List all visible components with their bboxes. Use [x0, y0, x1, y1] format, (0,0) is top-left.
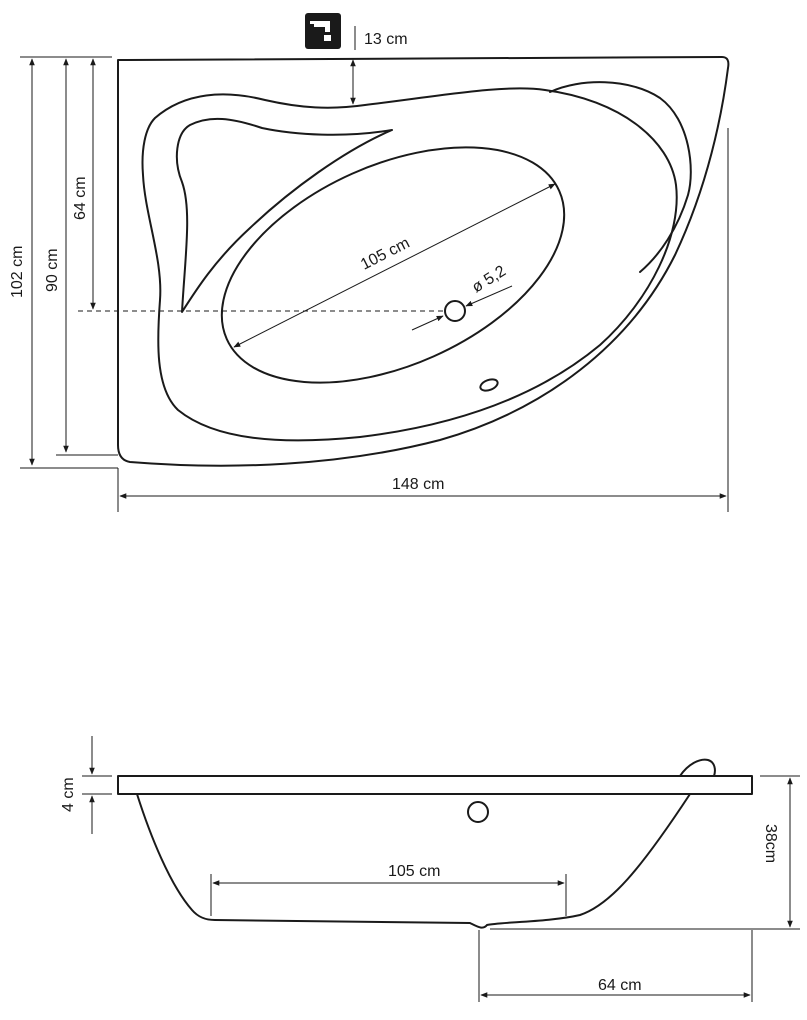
headrest	[550, 82, 691, 272]
height-inner-label: 90 cm	[44, 248, 61, 292]
side-view	[60, 736, 800, 1002]
tub-inner-rim	[143, 88, 677, 440]
depth-label: 38cm	[762, 824, 779, 864]
overflow	[479, 377, 499, 393]
side-basin-length-label: 105 cm	[388, 863, 441, 880]
drain-diameter-label: ø 5,2	[469, 262, 510, 297]
basin-oval	[186, 100, 600, 431]
faucet-icon	[305, 13, 341, 49]
rim-thickness-label: 4 cm	[60, 777, 77, 812]
faucet-depth-label: 13 cm	[364, 31, 408, 48]
top-view	[9, 13, 728, 512]
side-tub-body	[137, 794, 690, 928]
side-headrest	[680, 760, 715, 776]
width-total-label: 148 cm	[392, 476, 445, 493]
side-overflow	[468, 802, 488, 822]
side-drain-offset-label: 64 cm	[598, 977, 642, 994]
drain	[445, 301, 465, 321]
height-total-label: 102 cm	[9, 245, 26, 298]
side-rim	[118, 776, 752, 794]
basin-length-label: 105 cm	[358, 234, 413, 274]
drain-offset-label: 64 cm	[72, 176, 89, 220]
